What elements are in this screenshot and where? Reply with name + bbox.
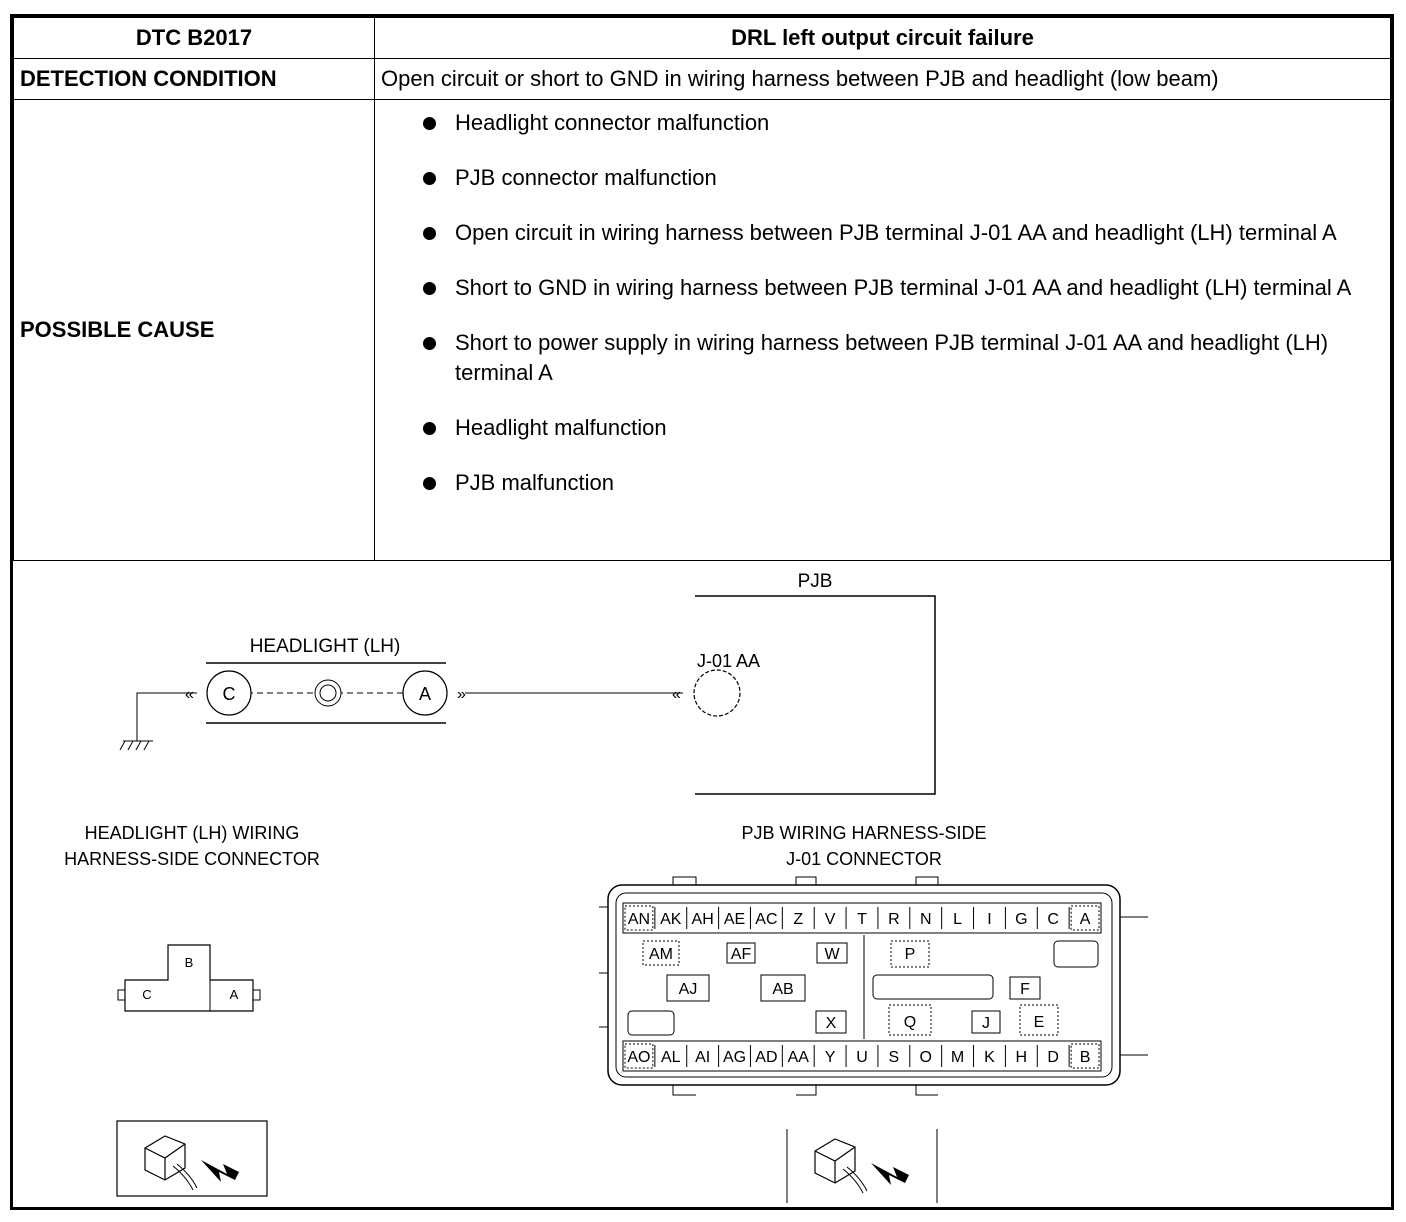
dtc-table	[13, 17, 1391, 561]
pjb-top-row	[625, 906, 1099, 930]
pjb-pin-q: Q	[903, 1014, 917, 1031]
hl-connector-latch-right	[253, 990, 260, 1000]
pjb-connector-tabs	[673, 877, 938, 885]
pjb-pin-e: E	[1033, 1014, 1045, 1031]
pjb-box	[695, 596, 935, 794]
cause-item: PJB connector malfunction	[415, 163, 1390, 193]
pjb-pin-label: M	[950, 1049, 965, 1066]
hl-connector-title-2: HARNESS-SIDE CONNECTOR	[64, 849, 320, 869]
connector-mark-left: «	[185, 686, 194, 703]
pjb-pin-ab: AB	[772, 981, 794, 998]
pjb-pin-j: J	[982, 1015, 990, 1032]
dtc-code: DTC B2017	[14, 18, 375, 59]
pjb-pin-label: AI	[695, 1049, 711, 1066]
pjb-pin-am: AM	[649, 946, 673, 963]
pjb-pin-p: P	[904, 946, 916, 963]
wiring-diagram-svg	[13, 563, 1391, 1207]
pjb-terminal-label: J-01 AA	[697, 651, 761, 671]
cause-item: PJB malfunction	[415, 468, 1390, 498]
pjb-connector-title-2: J-01 CONNECTOR	[786, 849, 942, 869]
header-row	[14, 18, 1391, 59]
connector-view-icon	[145, 1136, 239, 1190]
connector-view-icon	[815, 1139, 909, 1193]
pjb-pin-label: O	[919, 1049, 932, 1066]
pjb-pin-label: Y	[824, 1049, 836, 1066]
hl-connector-latch-left	[118, 990, 125, 1000]
hl-pin-a: A	[229, 987, 239, 1002]
pjb-pin-label: B	[1079, 1049, 1091, 1066]
cause-row	[14, 100, 1391, 561]
hl-view-icon-frame	[117, 1121, 267, 1196]
cause-item: Short to power supply in wiring harness between PJB terminal J-01 AA and headlight (LH) terminal A	[415, 328, 1390, 388]
pjb-pin-w: W	[824, 946, 840, 963]
pjb-pin-label: AK	[660, 911, 682, 928]
cause-item: Open circuit in wiring harness between PJB terminal J-01 AA and headlight (LH) terminal A	[415, 218, 1390, 248]
pjb-terminal-circle	[694, 670, 740, 716]
cause-label: POSSIBLE CAUSE	[14, 100, 375, 561]
hl-pin-c: C	[142, 987, 152, 1002]
bulb-icon	[315, 680, 341, 706]
headlight-label: HEADLIGHT (LH)	[249, 636, 401, 657]
pjb-pin-label: R	[888, 911, 900, 928]
pjb-blank-slot-3	[628, 1011, 674, 1035]
pjb-pin-label: S	[888, 1049, 900, 1066]
pjb-pin-label: D	[1047, 1049, 1059, 1066]
pjb-connector-bottom-tabs	[673, 1085, 938, 1095]
pjb-pin-label: I	[987, 911, 992, 928]
detection-label: DETECTION CONDITION	[14, 59, 375, 100]
pjb-pin-label: AC	[755, 911, 778, 928]
pjb-pin-label: AD	[755, 1049, 778, 1066]
ground-icon	[120, 741, 153, 750]
pjb-connector-title-1: PJB WIRING HARNESS-SIDE	[741, 823, 987, 843]
connector-mark-pjb: «	[672, 686, 681, 703]
cause-item: Short to GND in wiring harness between PJB terminal J-01 AA and headlight (LH) terminal A	[415, 273, 1390, 303]
pjb-pin-label: AL	[661, 1049, 681, 1066]
cause-item: Headlight malfunction	[415, 413, 1390, 443]
pjb-pin-label: C	[1047, 911, 1059, 928]
pjb-pin-label: T	[857, 911, 867, 928]
pjb-pin-label: V	[824, 911, 836, 928]
pjb-pin-label: H	[1015, 1049, 1028, 1066]
hl-pin-b: B	[184, 955, 194, 970]
connector-mark-right: »	[457, 686, 466, 703]
pjb-pin-label: K	[984, 1049, 995, 1066]
pjb-pin-label: AG	[722, 1049, 747, 1066]
hl-connector-title-1: HEADLIGHT (LH) WIRING	[84, 823, 300, 843]
pjb-pin-label: G	[1015, 911, 1028, 928]
pjb-pin-label: Z	[793, 911, 804, 928]
pjb-pin-label: AA	[787, 1049, 809, 1066]
pjb-blank-slot-1	[1054, 941, 1098, 967]
pjb-pin-label: L	[953, 911, 963, 928]
pjb-pin-aj: AJ	[678, 981, 698, 998]
pjb-pin-label: A	[1079, 911, 1091, 928]
headlight-terminal-a-label: A	[418, 684, 432, 704]
cause-list-cell	[375, 100, 1391, 561]
detection-text: Open circuit or short to GND in wiring harness between PJB and headlight (low beam)	[375, 59, 1391, 100]
pjb-pin-label: U	[856, 1049, 868, 1066]
headlight-terminal-c-label: C	[222, 684, 236, 704]
pjb-blank-slot-2	[873, 975, 993, 999]
pjb-pin-label: N	[919, 911, 932, 928]
wiring-diagram	[13, 563, 1391, 1207]
detection-row	[14, 59, 1391, 100]
dtc-title: DRL left output circuit failure	[375, 18, 1391, 59]
pjb-pin-af: AF	[730, 946, 752, 963]
pjb-pin-label: AE	[723, 911, 746, 928]
cause-item: Headlight connector malfunction	[415, 108, 1390, 138]
pjb-pin-x: X	[825, 1015, 837, 1032]
pjb-pin-label: AH	[691, 911, 714, 928]
cause-list	[375, 100, 1390, 498]
pjb-pin-label: AN	[627, 911, 651, 928]
pjb-pin-label: AO	[627, 1049, 651, 1066]
pjb-bottom-row	[625, 1044, 1099, 1068]
pjb-pin-f: F	[1020, 981, 1030, 998]
pjb-label: PJB	[797, 571, 833, 592]
